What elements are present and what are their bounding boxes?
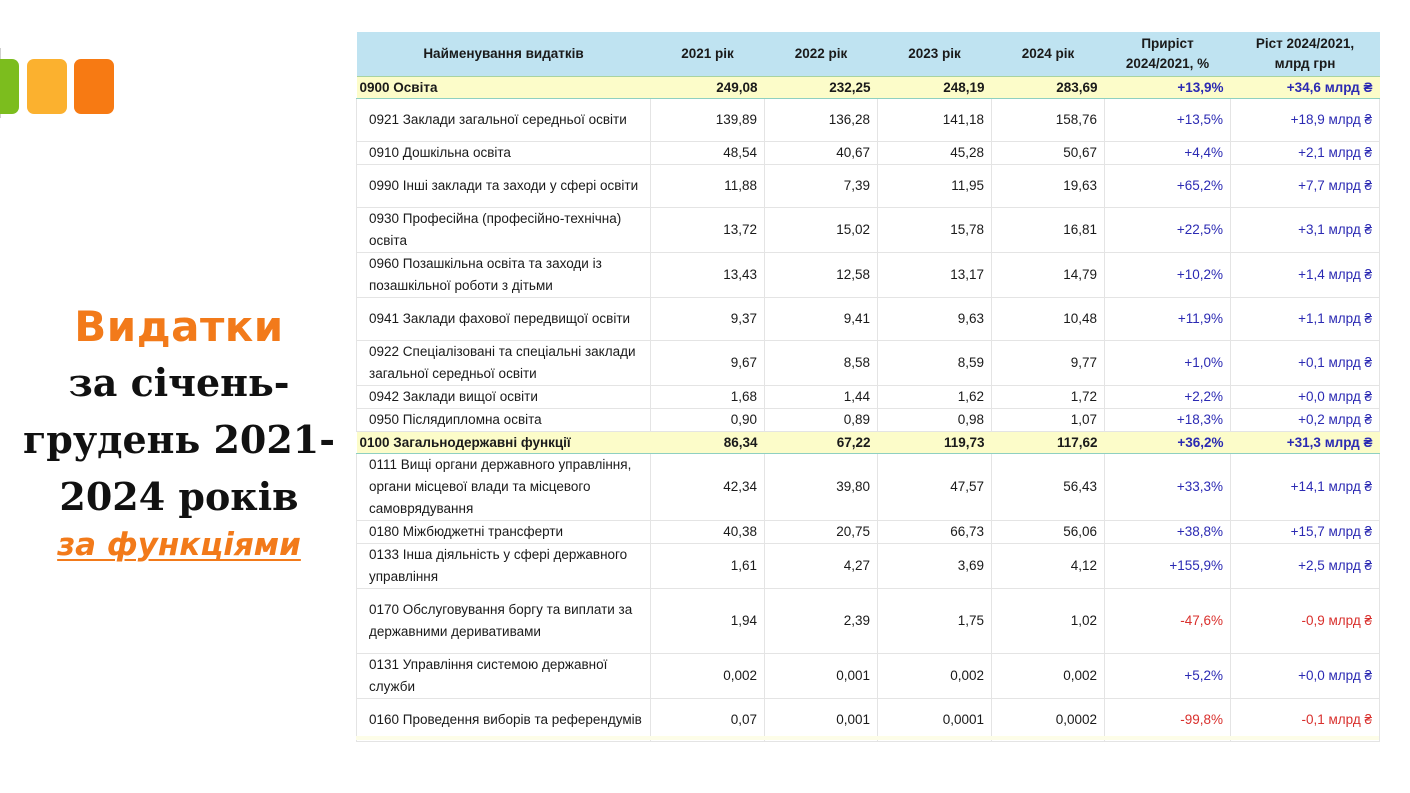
cell-2022: 8,58: [765, 341, 878, 386]
cell-2023: 8,59: [878, 341, 992, 386]
table-row: [357, 165, 1380, 208]
cell-growth-abs: +31,3 млрд ₴: [1231, 432, 1380, 454]
table-footer-band: [356, 736, 1379, 740]
header-growth-pct-line2: 2024/2021, %: [1125, 56, 1210, 71]
cell-2024: 14,79: [992, 253, 1105, 298]
header-2021: 2021 рік: [651, 32, 765, 77]
cell-2024: 19,63: [992, 165, 1105, 208]
cell-2023: 141,18: [878, 99, 992, 142]
table-row: [357, 454, 1380, 521]
table-group-row: [357, 432, 1380, 454]
cell-name: 0160 Проведення виборів та референдумів: [357, 699, 651, 742]
cell-growth-abs: +0,1 млрд ₴: [1231, 341, 1380, 386]
cell-2022: 39,80: [765, 454, 878, 521]
cell-name: 0900 Освіта: [357, 77, 651, 99]
cell-growth-pct: +11,9%: [1105, 298, 1231, 341]
header-2022: 2022 рік: [765, 32, 878, 77]
cell-growth-pct: +13,9%: [1105, 77, 1231, 99]
cell-growth-pct: +22,5%: [1105, 208, 1231, 253]
cell-2021: 0,90: [651, 409, 765, 432]
cell-growth-abs: +2,1 млрд ₴: [1231, 142, 1380, 165]
cell-2021: 13,72: [651, 208, 765, 253]
cell-2024: 283,69: [992, 77, 1105, 99]
cell-growth-abs: +18,9 млрд ₴: [1231, 99, 1380, 142]
cell-growth-pct: +10,2%: [1105, 253, 1231, 298]
table-group-row: [357, 77, 1380, 99]
cell-name: 0941 Заклади фахової передвищої освіти: [357, 298, 651, 341]
cell-name: 0111 Вищі органи державного управління, органи місцевої влади та місцевого самоврядування: [357, 454, 651, 521]
cell-growth-abs: -0,9 млрд ₴: [1231, 589, 1380, 654]
cell-name: 0990 Інші заклади та заходи у сфері освіти: [357, 165, 651, 208]
cell-2021: 1,94: [651, 589, 765, 654]
cell-2024: 158,76: [992, 99, 1105, 142]
cell-2022: 12,58: [765, 253, 878, 298]
cell-growth-abs: +0,0 млрд ₴: [1231, 654, 1380, 699]
cell-2023: 11,95: [878, 165, 992, 208]
cell-growth-pct: +33,3%: [1105, 454, 1231, 521]
table-row: [357, 142, 1380, 165]
cell-growth-pct: +13,5%: [1105, 99, 1231, 142]
cell-2022: 67,22: [765, 432, 878, 454]
cell-name: 0170 Обслуговування боргу та виплати за державними деривативами: [357, 589, 651, 654]
cell-2021: 40,38: [651, 521, 765, 544]
cell-2023: 15,78: [878, 208, 992, 253]
cell-growth-pct: -99,8%: [1105, 699, 1231, 742]
cell-2024: 56,43: [992, 454, 1105, 521]
cell-growth-pct: -47,6%: [1105, 589, 1231, 654]
cell-name: 0922 Спеціалізовані та спеціальні заклади загальної середньої освіти: [357, 341, 651, 386]
cell-2022: 7,39: [765, 165, 878, 208]
cell-growth-abs: +14,1 млрд ₴: [1231, 454, 1380, 521]
cell-2022: 232,25: [765, 77, 878, 99]
cell-growth-abs: +3,1 млрд ₴: [1231, 208, 1380, 253]
cell-2021: 249,08: [651, 77, 765, 99]
cell-2023: 47,57: [878, 454, 992, 521]
cell-growth-abs: +2,5 млрд ₴: [1231, 544, 1380, 589]
cell-2022: 2,39: [765, 589, 878, 654]
title-line-2: грудень 2021-: [22, 417, 336, 462]
cell-2024: 0,0002: [992, 699, 1105, 742]
cell-2021: 1,61: [651, 544, 765, 589]
table-row: [357, 208, 1380, 253]
cell-2021: 1,68: [651, 386, 765, 409]
cell-2023: 66,73: [878, 521, 992, 544]
table-row: [357, 341, 1380, 386]
slide-title: [20, 300, 338, 565]
cell-name: 0960 Позашкільна освіта та заходи із позашкільної роботи з дітьми: [357, 253, 651, 298]
cell-2024: 16,81: [992, 208, 1105, 253]
cell-2024: 10,48: [992, 298, 1105, 341]
table-row: [357, 99, 1380, 142]
cell-growth-abs: +15,7 млрд ₴: [1231, 521, 1380, 544]
header-growth-abs-line1: Ріст 2024/2021,: [1255, 36, 1355, 51]
cell-growth-abs: +0,2 млрд ₴: [1231, 409, 1380, 432]
cell-growth-pct: +155,9%: [1105, 544, 1231, 589]
cell-2024: 50,67: [992, 142, 1105, 165]
cell-2024: 1,72: [992, 386, 1105, 409]
cell-growth-abs: +1,4 млрд ₴: [1231, 253, 1380, 298]
cell-2024: 4,12: [992, 544, 1105, 589]
cell-2024: 56,06: [992, 521, 1105, 544]
cell-name: 0133 Інша діяльність у сфері державного управління: [357, 544, 651, 589]
table-body: [357, 77, 1380, 742]
cell-2022: 4,27: [765, 544, 878, 589]
cell-name: 0930 Професійна (професійно-технічна) освіта: [357, 208, 651, 253]
cell-2022: 20,75: [765, 521, 878, 544]
cell-name: 0950 Післядипломна освіта: [357, 409, 651, 432]
cell-growth-abs: +34,6 млрд ₴: [1231, 77, 1380, 99]
expenditure-table: [356, 32, 1380, 742]
title-main: Видатки: [74, 302, 284, 351]
cell-2021: 139,89: [651, 99, 765, 142]
table-row: [357, 544, 1380, 589]
cell-2021: 0,002: [651, 654, 765, 699]
table-row: [357, 654, 1380, 699]
header-growth-abs-line2: млрд грн: [1274, 56, 1336, 71]
cell-2022: 15,02: [765, 208, 878, 253]
cell-name: 0100 Загальнодержавні функції: [357, 432, 651, 454]
cell-2023: 45,28: [878, 142, 992, 165]
title-line-3: 2024 років: [59, 474, 299, 519]
table-row: [357, 521, 1380, 544]
cell-growth-pct: +1,0%: [1105, 341, 1231, 386]
cell-2023: 0,002: [878, 654, 992, 699]
cell-2023: 248,19: [878, 77, 992, 99]
cell-2022: 40,67: [765, 142, 878, 165]
cell-2024: 9,77: [992, 341, 1105, 386]
table-header-row: [357, 32, 1380, 77]
header-growth-pct: [1105, 32, 1231, 77]
cell-2023: 0,0001: [878, 699, 992, 742]
logo-block-green: [0, 59, 19, 114]
title-line-1: за січень-: [68, 360, 290, 405]
table-row: [357, 589, 1380, 654]
cell-name: 0180 Міжбюджетні трансферти: [357, 521, 651, 544]
cell-2022: 136,28: [765, 99, 878, 142]
table-row: [357, 409, 1380, 432]
cell-2021: 42,34: [651, 454, 765, 521]
cell-2023: 1,75: [878, 589, 992, 654]
cell-name: 0942 Заклади вищої освіти: [357, 386, 651, 409]
cell-growth-abs: -0,1 млрд ₴: [1231, 699, 1380, 742]
header-growth-abs: [1231, 32, 1380, 77]
cell-name: 0910 Дошкільна освіта: [357, 142, 651, 165]
cell-2021: 11,88: [651, 165, 765, 208]
table-row: [357, 253, 1380, 298]
cell-2021: 13,43: [651, 253, 765, 298]
cell-2022: 0,89: [765, 409, 878, 432]
cell-2022: 0,001: [765, 699, 878, 742]
cell-2024: 1,07: [992, 409, 1105, 432]
table-row: [357, 386, 1380, 409]
cell-name: 0131 Управління системою державної служби: [357, 654, 651, 699]
header-growth-pct-line1: Приріст: [1141, 36, 1194, 51]
cell-growth-abs: +1,1 млрд ₴: [1231, 298, 1380, 341]
header-2024: 2024 рік: [992, 32, 1105, 77]
header-name: Найменування видатків: [357, 32, 651, 77]
logo-block-orange: [74, 59, 114, 114]
header-2023: 2023 рік: [878, 32, 992, 77]
cell-growth-pct: +65,2%: [1105, 165, 1231, 208]
cell-2024: 1,02: [992, 589, 1105, 654]
cell-2023: 13,17: [878, 253, 992, 298]
cell-2021: 48,54: [651, 142, 765, 165]
cell-growth-pct: +5,2%: [1105, 654, 1231, 699]
logo-block-yellow: [27, 59, 67, 114]
cell-growth-abs: +7,7 млрд ₴: [1231, 165, 1380, 208]
cell-growth-pct: +18,3%: [1105, 409, 1231, 432]
cell-2023: 9,63: [878, 298, 992, 341]
cell-2023: 0,98: [878, 409, 992, 432]
cell-2023: 119,73: [878, 432, 992, 454]
cell-2021: 86,34: [651, 432, 765, 454]
cell-2021: 0,07: [651, 699, 765, 742]
cell-2021: 9,67: [651, 341, 765, 386]
cell-2024: 0,002: [992, 654, 1105, 699]
cell-2023: 3,69: [878, 544, 992, 589]
cell-growth-pct: +4,4%: [1105, 142, 1231, 165]
cell-2023: 1,62: [878, 386, 992, 409]
cell-growth-pct: +36,2%: [1105, 432, 1231, 454]
table-row: [357, 298, 1380, 341]
cell-growth-abs: +0,0 млрд ₴: [1231, 386, 1380, 409]
cell-2022: 0,001: [765, 654, 878, 699]
cell-2022: 1,44: [765, 386, 878, 409]
cell-2022: 9,41: [765, 298, 878, 341]
cell-name: 0921 Заклади загальної середньої освіти: [357, 99, 651, 142]
cell-2021: 9,37: [651, 298, 765, 341]
by-functions-link[interactable]: за функціями: [57, 527, 301, 563]
cell-growth-pct: +38,8%: [1105, 521, 1231, 544]
cell-2024: 117,62: [992, 432, 1105, 454]
cell-growth-pct: +2,2%: [1105, 386, 1231, 409]
